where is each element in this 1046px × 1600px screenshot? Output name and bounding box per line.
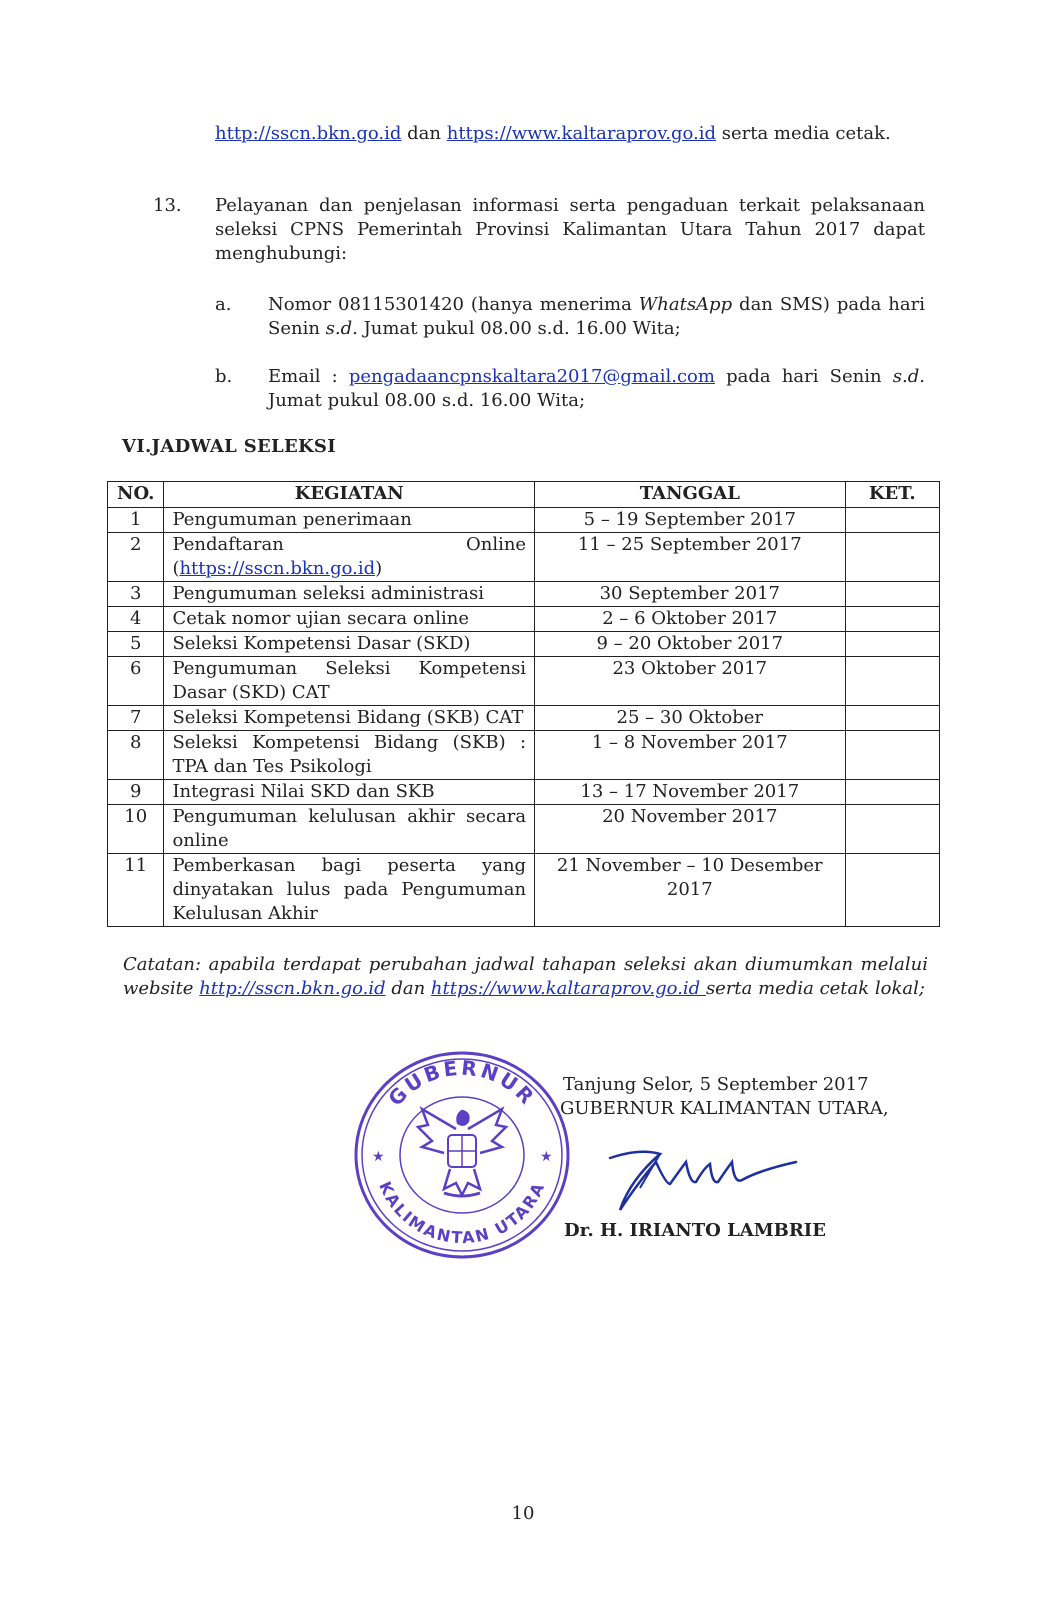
section-title: VI.JADWAL SELEKSI [122, 436, 336, 457]
cell-ket [845, 632, 940, 657]
cell-ket [845, 780, 940, 805]
table-row [108, 607, 940, 632]
cell-no: 11 [108, 854, 164, 927]
cell-ket [845, 657, 940, 706]
kegiatan-post: ) [375, 558, 383, 579]
cell-tanggal: 1 – 8 November 2017 [535, 731, 845, 780]
table-row [108, 582, 940, 607]
cell-no: 7 [108, 706, 164, 731]
sub-b-sd: s.d. [892, 366, 925, 387]
cell-tanggal: 21 November – 10 Desember 2017 [535, 854, 845, 927]
cell-no: 2 [108, 533, 164, 582]
cell-kegiatan [164, 533, 535, 582]
cell-no: 4 [108, 607, 164, 632]
cell-tanggal: 20 November 2017 [535, 805, 845, 854]
page-number: 10 [511, 1503, 535, 1524]
cell-ket [845, 607, 940, 632]
cell-no: 5 [108, 632, 164, 657]
cell-tanggal: 23 Oktober 2017 [535, 657, 845, 706]
schedule-table [107, 481, 940, 927]
cell-kegiatan: Pengumuman kelulusan akhir secara online [164, 805, 535, 854]
note-link-sscn[interactable]: http://sscn.bkn.go.id [199, 978, 386, 999]
intro-rest: serta media cetak. [716, 123, 891, 144]
table-row [108, 854, 940, 927]
table-row [108, 780, 940, 805]
cell-no: 3 [108, 582, 164, 607]
table-header-row [108, 482, 940, 508]
place-date: Tanjung Selor, 5 September 2017 [563, 1074, 869, 1095]
note-part2: serta media cetak lokal; [705, 978, 925, 999]
sub-item-a-letter: a. [215, 294, 232, 315]
kegiatan-pre: Pendaftaran Online ( [172, 534, 527, 579]
sub-a-part3: Jumat pukul 08.00 s.d. 16.00 Wita; [357, 318, 681, 339]
cell-ket [845, 706, 940, 731]
svg-text:GUBERNUR [383, 1056, 540, 1111]
cell-kegiatan: Cetak nomor ujian secara online [164, 607, 535, 632]
table-row [108, 632, 940, 657]
cell-kegiatan: Pengumuman seleksi administrasi [164, 582, 535, 607]
sub-b-part2: pada hari Senin [714, 366, 893, 387]
sub-b-part1: Email : [268, 366, 349, 387]
cell-kegiatan: Seleksi Kompetensi Dasar (SKD) [164, 632, 535, 657]
note-conj: dan [385, 978, 431, 999]
cell-no: 10 [108, 805, 164, 854]
stamp-bottom-text: KALIMANTAN UTARA [375, 1178, 549, 1248]
header-tanggal: TANGGAL [535, 482, 845, 508]
table-link-sscn[interactable]: https://sscn.bkn.go.id [179, 558, 376, 579]
official-stamp [352, 1049, 572, 1261]
cell-tanggal: 25 – 30 Oktober [535, 706, 845, 731]
cell-ket [845, 805, 940, 854]
stamp-star-right: ★ [540, 1149, 553, 1165]
cell-tanggal: 11 – 25 September 2017 [535, 533, 845, 582]
cell-kegiatan: Pengumuman Seleksi Kompetensi Dasar (SKD) CAT [164, 657, 535, 706]
cell-kegiatan: Pemberkasan bagi peserta yang dinyatakan lulus pada Pengumuman Kelulusan Akhir [164, 854, 535, 927]
schedule-note [123, 953, 928, 1001]
intro-paragraph [215, 122, 925, 146]
table-row [108, 657, 940, 706]
intro-conj: dan [401, 123, 447, 144]
note-link-kaltaraprov[interactable]: https://www.kaltaraprov.go.id [430, 978, 706, 999]
cell-no: 8 [108, 731, 164, 780]
sub-item-a-text [268, 293, 925, 341]
table-row [108, 508, 940, 533]
link-sscn[interactable]: http://sscn.bkn.go.id [215, 123, 402, 144]
cell-ket [845, 508, 940, 533]
cell-tanggal: 2 – 6 Oktober 2017 [535, 607, 845, 632]
garuda-emblem-icon [418, 1109, 506, 1196]
sub-item-b-letter: b. [215, 366, 233, 387]
header-kegiatan: KEGIATAN [164, 482, 535, 508]
stamp-star-left: ★ [372, 1149, 385, 1165]
cell-no: 1 [108, 508, 164, 533]
item-13-number: 13. [153, 195, 182, 216]
header-no: NO. [108, 482, 164, 508]
cell-tanggal: 5 – 19 September 2017 [535, 508, 845, 533]
cell-ket [845, 854, 940, 927]
table-row [108, 805, 940, 854]
cell-no: 9 [108, 780, 164, 805]
email-link[interactable]: pengadaancpnskaltara2017@gmail.com [348, 366, 715, 387]
cell-tanggal: 9 – 20 Oktober 2017 [535, 632, 845, 657]
handwritten-signature [600, 1140, 800, 1220]
cell-ket [845, 731, 940, 780]
cell-no: 6 [108, 657, 164, 706]
sub-item-b-text [268, 365, 925, 413]
cell-ket [845, 582, 940, 607]
table-row [108, 533, 940, 582]
sub-a-sd: s.d. [325, 318, 358, 339]
item-13-text: Pelayanan dan penjelasan informasi serta pengaduan terkait pelaksanaan seleksi CPNS Pemerintah Provinsi Kalimantan Utara Tahun 2017 dapat menghubungi: [215, 195, 925, 264]
table-row [108, 706, 940, 731]
sub-a-whatsapp: WhatsApp [638, 294, 733, 315]
table-row [108, 731, 940, 780]
cell-kegiatan: Integrasi Nilai SKD dan SKB [164, 780, 535, 805]
sub-a-part2: dan SMS) pada hari Senin [268, 294, 925, 339]
signer-title: GUBERNUR KALIMANTAN UTARA, [560, 1098, 889, 1119]
link-kaltaraprov[interactable]: https://www.kaltaraprov.go.id [446, 123, 717, 144]
cell-kegiatan: Seleksi Kompetensi Bidang (SKB) CAT [164, 706, 535, 731]
cell-tanggal: 30 September 2017 [535, 582, 845, 607]
stamp-top-text: GUBERNUR [383, 1055, 541, 1111]
sub-b-part3: Jumat pukul 08.00 s.d. 16.00 Wita; [268, 390, 586, 411]
signer-name: Dr. H. IRIANTO LAMBRIE [564, 1220, 826, 1241]
cell-ket [845, 533, 940, 582]
cell-kegiatan: Pengumuman penerimaan [164, 508, 535, 533]
cell-tanggal: 13 – 17 November 2017 [535, 780, 845, 805]
note-part1: Catatan: apabila terdapat perubahan jadwal tahapan seleksi akan diumumkan melalui website [123, 954, 928, 999]
sub-a-part1: Nomor 08115301420 (hanya menerima [268, 294, 639, 315]
cell-kegiatan: Seleksi Kompetensi Bidang (SKB) : TPA dan Tes Psikologi [164, 731, 535, 780]
header-ket: KET. [845, 482, 940, 508]
